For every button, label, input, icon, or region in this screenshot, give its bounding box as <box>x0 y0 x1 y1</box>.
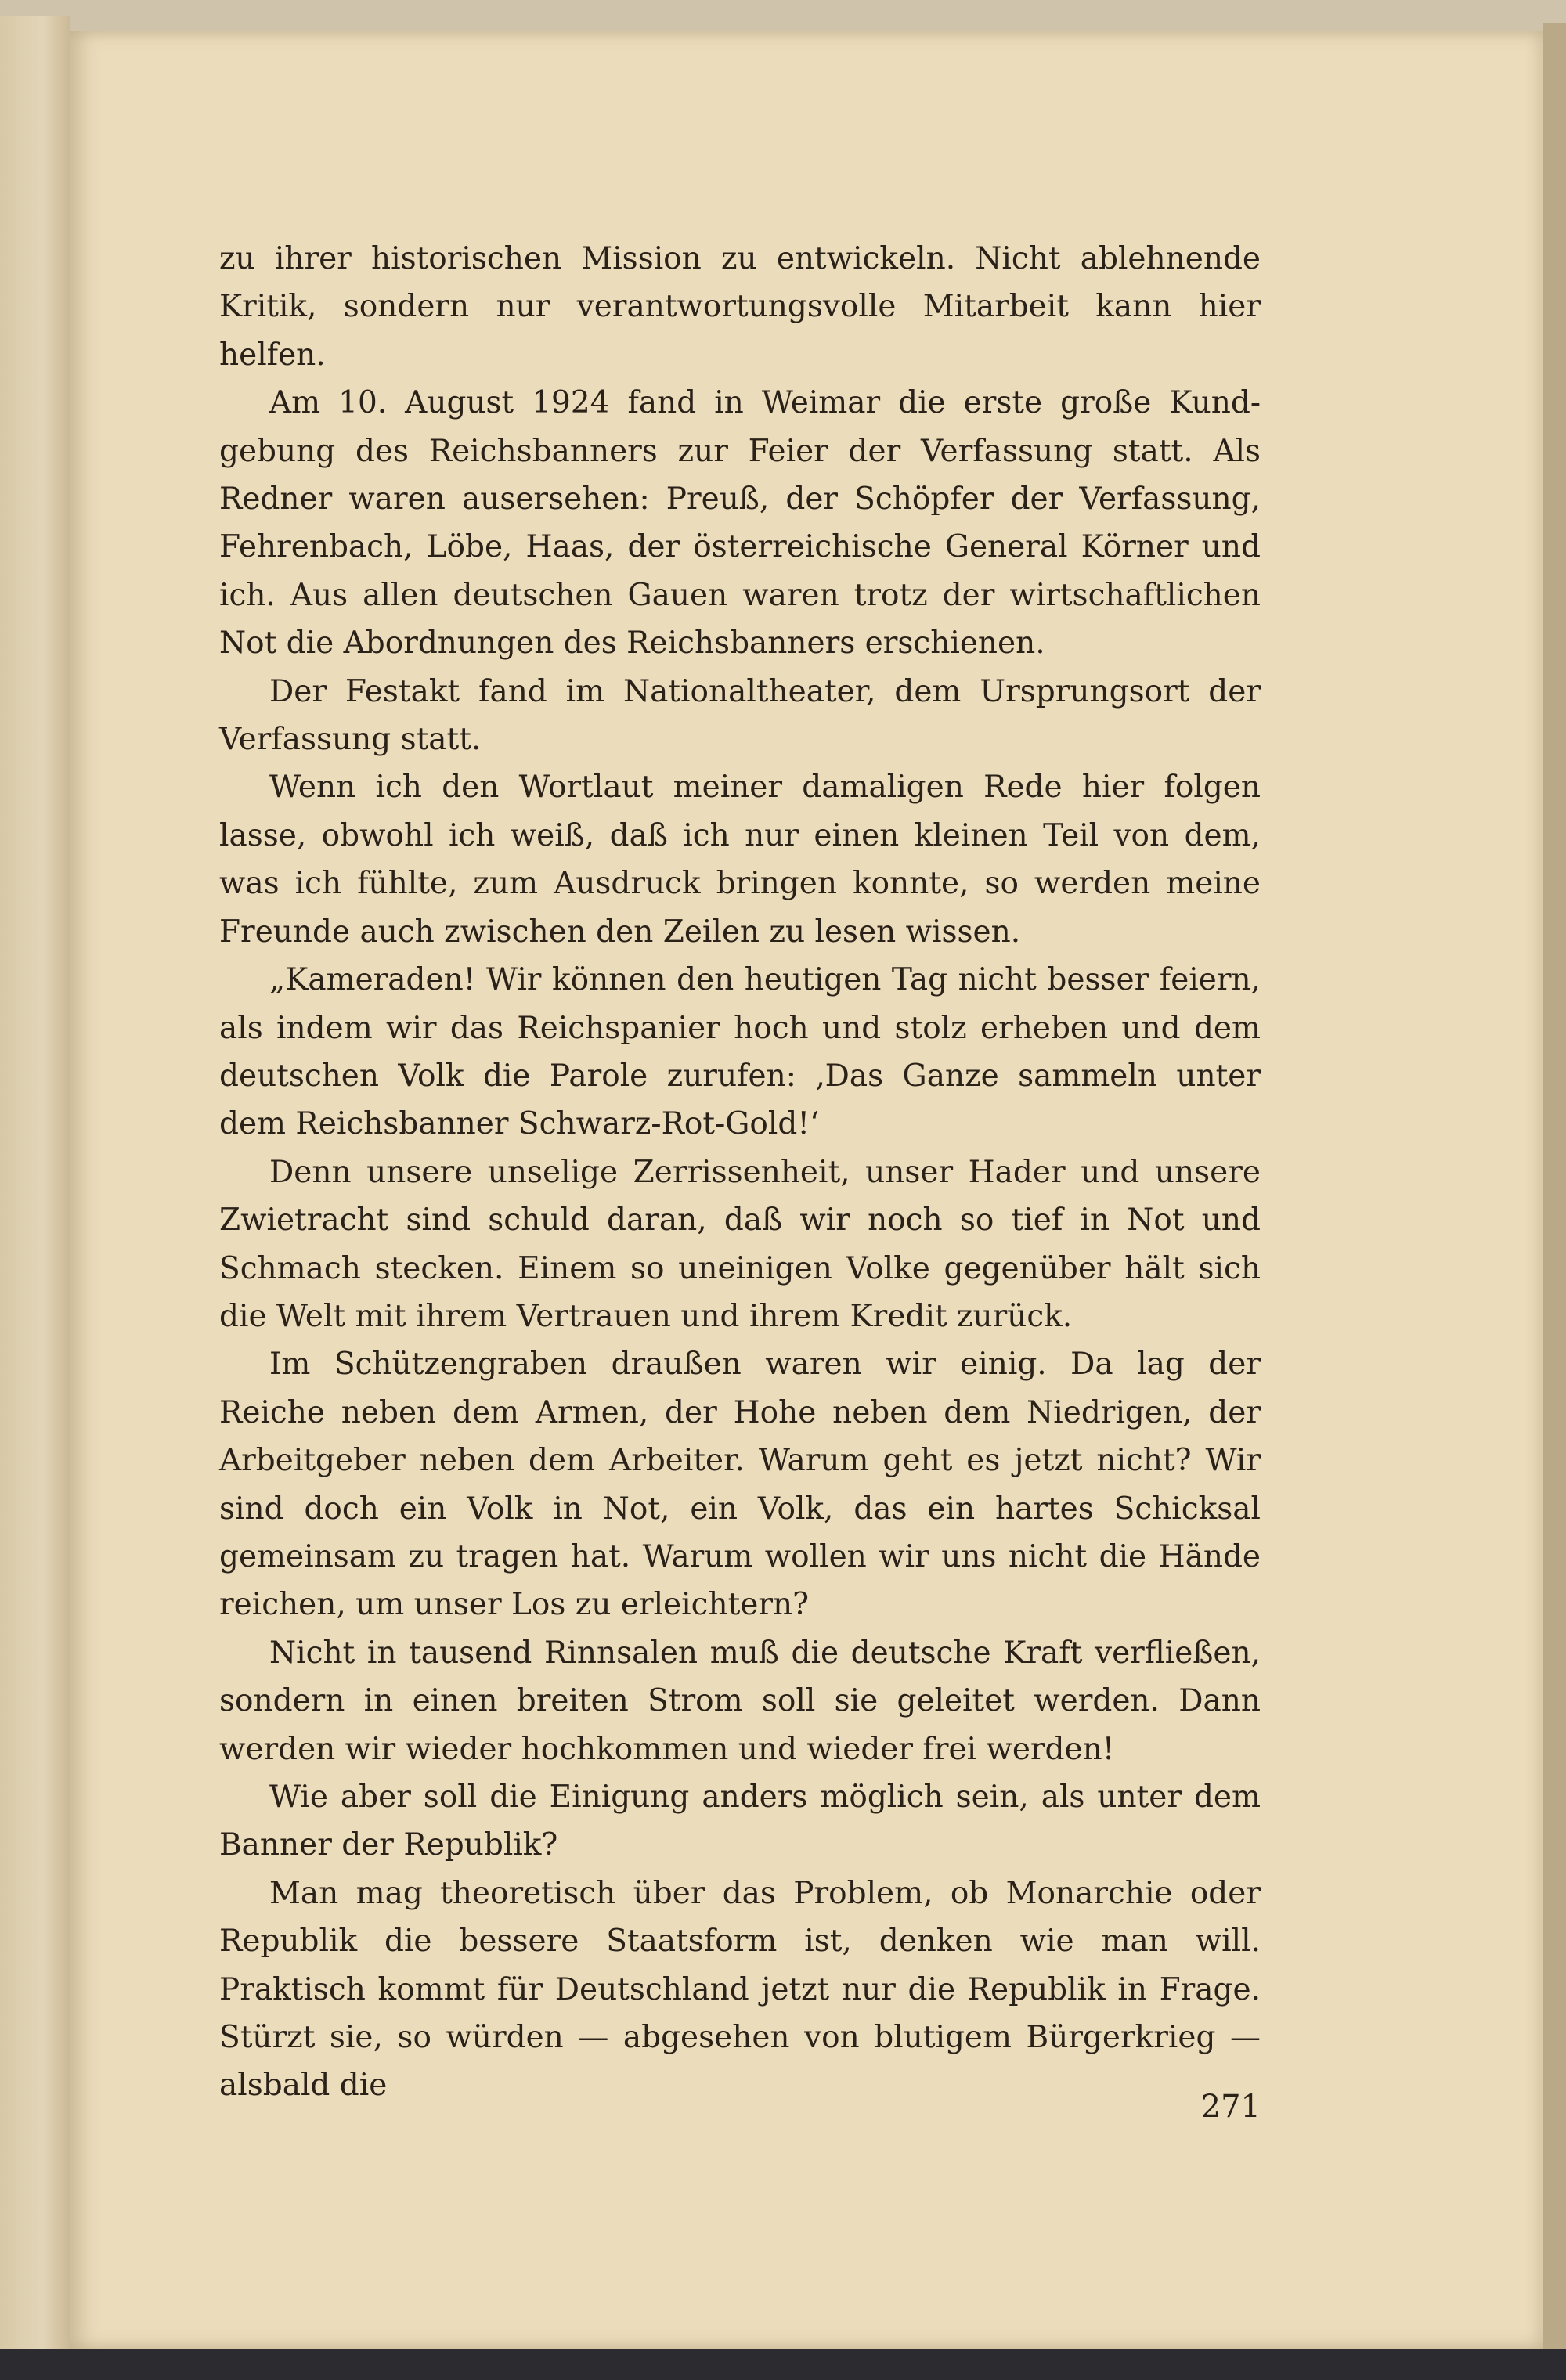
paragraph-speech-schuetzengraben: Im Schützengraben draußen waren wir einig. Da lag der Reiche neben dem Armen, der Hohe neben dem Niedrigen, der Arbeitgeber neben dem Arbeiter. Warum geht es jetzt nicht? Wir sind doch ein Volk in Not, ein Volk, das ein hartes Schicksal gemeinsam zu tragen hat. Warum wollen wir uns nicht die Hände reichen, um unser Los zu erleichtern? <box>219 1347 1261 1623</box>
paragraph-speech-intro: Wenn ich den Wortlaut meiner damaligen Rede hier folgen lasse, obwohl ich weiß, daß ich nur einen kleinen Teil von dem, was ich fühlte, zum Ausdruck bringen konnte, so werden meine Freunde auch zwischen den Zeilen zu lesen wissen. <box>219 770 1261 950</box>
paragraph-speech-kameraden: „Kameraden! Wir können den heutigen Tag nicht besser feiern, als indem wir das Reichspanier hoch und stolz erheben und dem deutschen Volk die Parole zurufen: ‚Das Ganze sammeln unter dem Reichsbanner Schwarz-Rot-Gold!‘ <box>219 962 1261 1142</box>
paragraph-speech-rinnsalen: Nicht in tausend Rinnsalen muß die deutsche Kraft verfließen, sondern in einen breiten Strom soll sie geleitet werden. Dann werden wir wieder hochkommen und wieder frei werden! <box>219 1635 1261 1767</box>
left-page-edge <box>0 16 70 2357</box>
page-number: 271 <box>1200 2089 1261 2125</box>
paragraph-festakt: Der Festakt fand im Nationaltheater, dem Ursprungsort der Verfassung statt. <box>219 673 1261 758</box>
paragraph-speech-staatsform: Man mag theoretisch über das Problem, ob Monarchie oder Republik die bessere Staatsform ist, denken wie man will. Praktisch kommt für Deutschland jetzt nur die Republik in Frage. Stürzt sie, so würden — abgesehen von blutigem Bürgerkrieg — alsbald die <box>219 1875 1261 2104</box>
paragraph-continuation: zu ihrer historischen Mission zu entwickeln. Nicht ablehnende Kritik, sondern nur verantwortungsvolle Mitarbeit kann hier helfen. <box>219 241 1261 373</box>
scan-top-border <box>0 0 1566 31</box>
scan-bottom-border <box>0 2349 1566 2380</box>
paragraph-speech-einigung: Wie aber soll die Einigung anders möglich sein, als unter dem Banner der Republik? <box>219 1780 1261 1863</box>
paragraph-weimar-rally: Am 10. August 1924 fand in Weimar die erste große Kundgebung des Reichsbanners zur Feier der Verfassung statt. Als Redner waren ausersehen: Preuß, der Schöpfer der Verfassung, Fehrenbach, Löbe, Haas, der österreichische General Körner und ich. Aus allen deutschen Gauen waren trotz der wirtschaftlichen Not die Abordnungen des Reichsbanners erschienen. <box>219 385 1261 662</box>
right-page-edge <box>1543 23 1566 2357</box>
body-text <box>219 235 1261 2110</box>
paragraph-speech-zerrissenheit: Denn unsere unselige Zerrissenheit, unser Hader und unsere Zwietracht sind schuld daran, daß wir noch so tief in Not und Schmach stecken. Einem so uneinigen Volke gegenüber hält sich die Welt mit ihrem Vertrauen und ihrem Kredit zurück. <box>219 1154 1261 1334</box>
